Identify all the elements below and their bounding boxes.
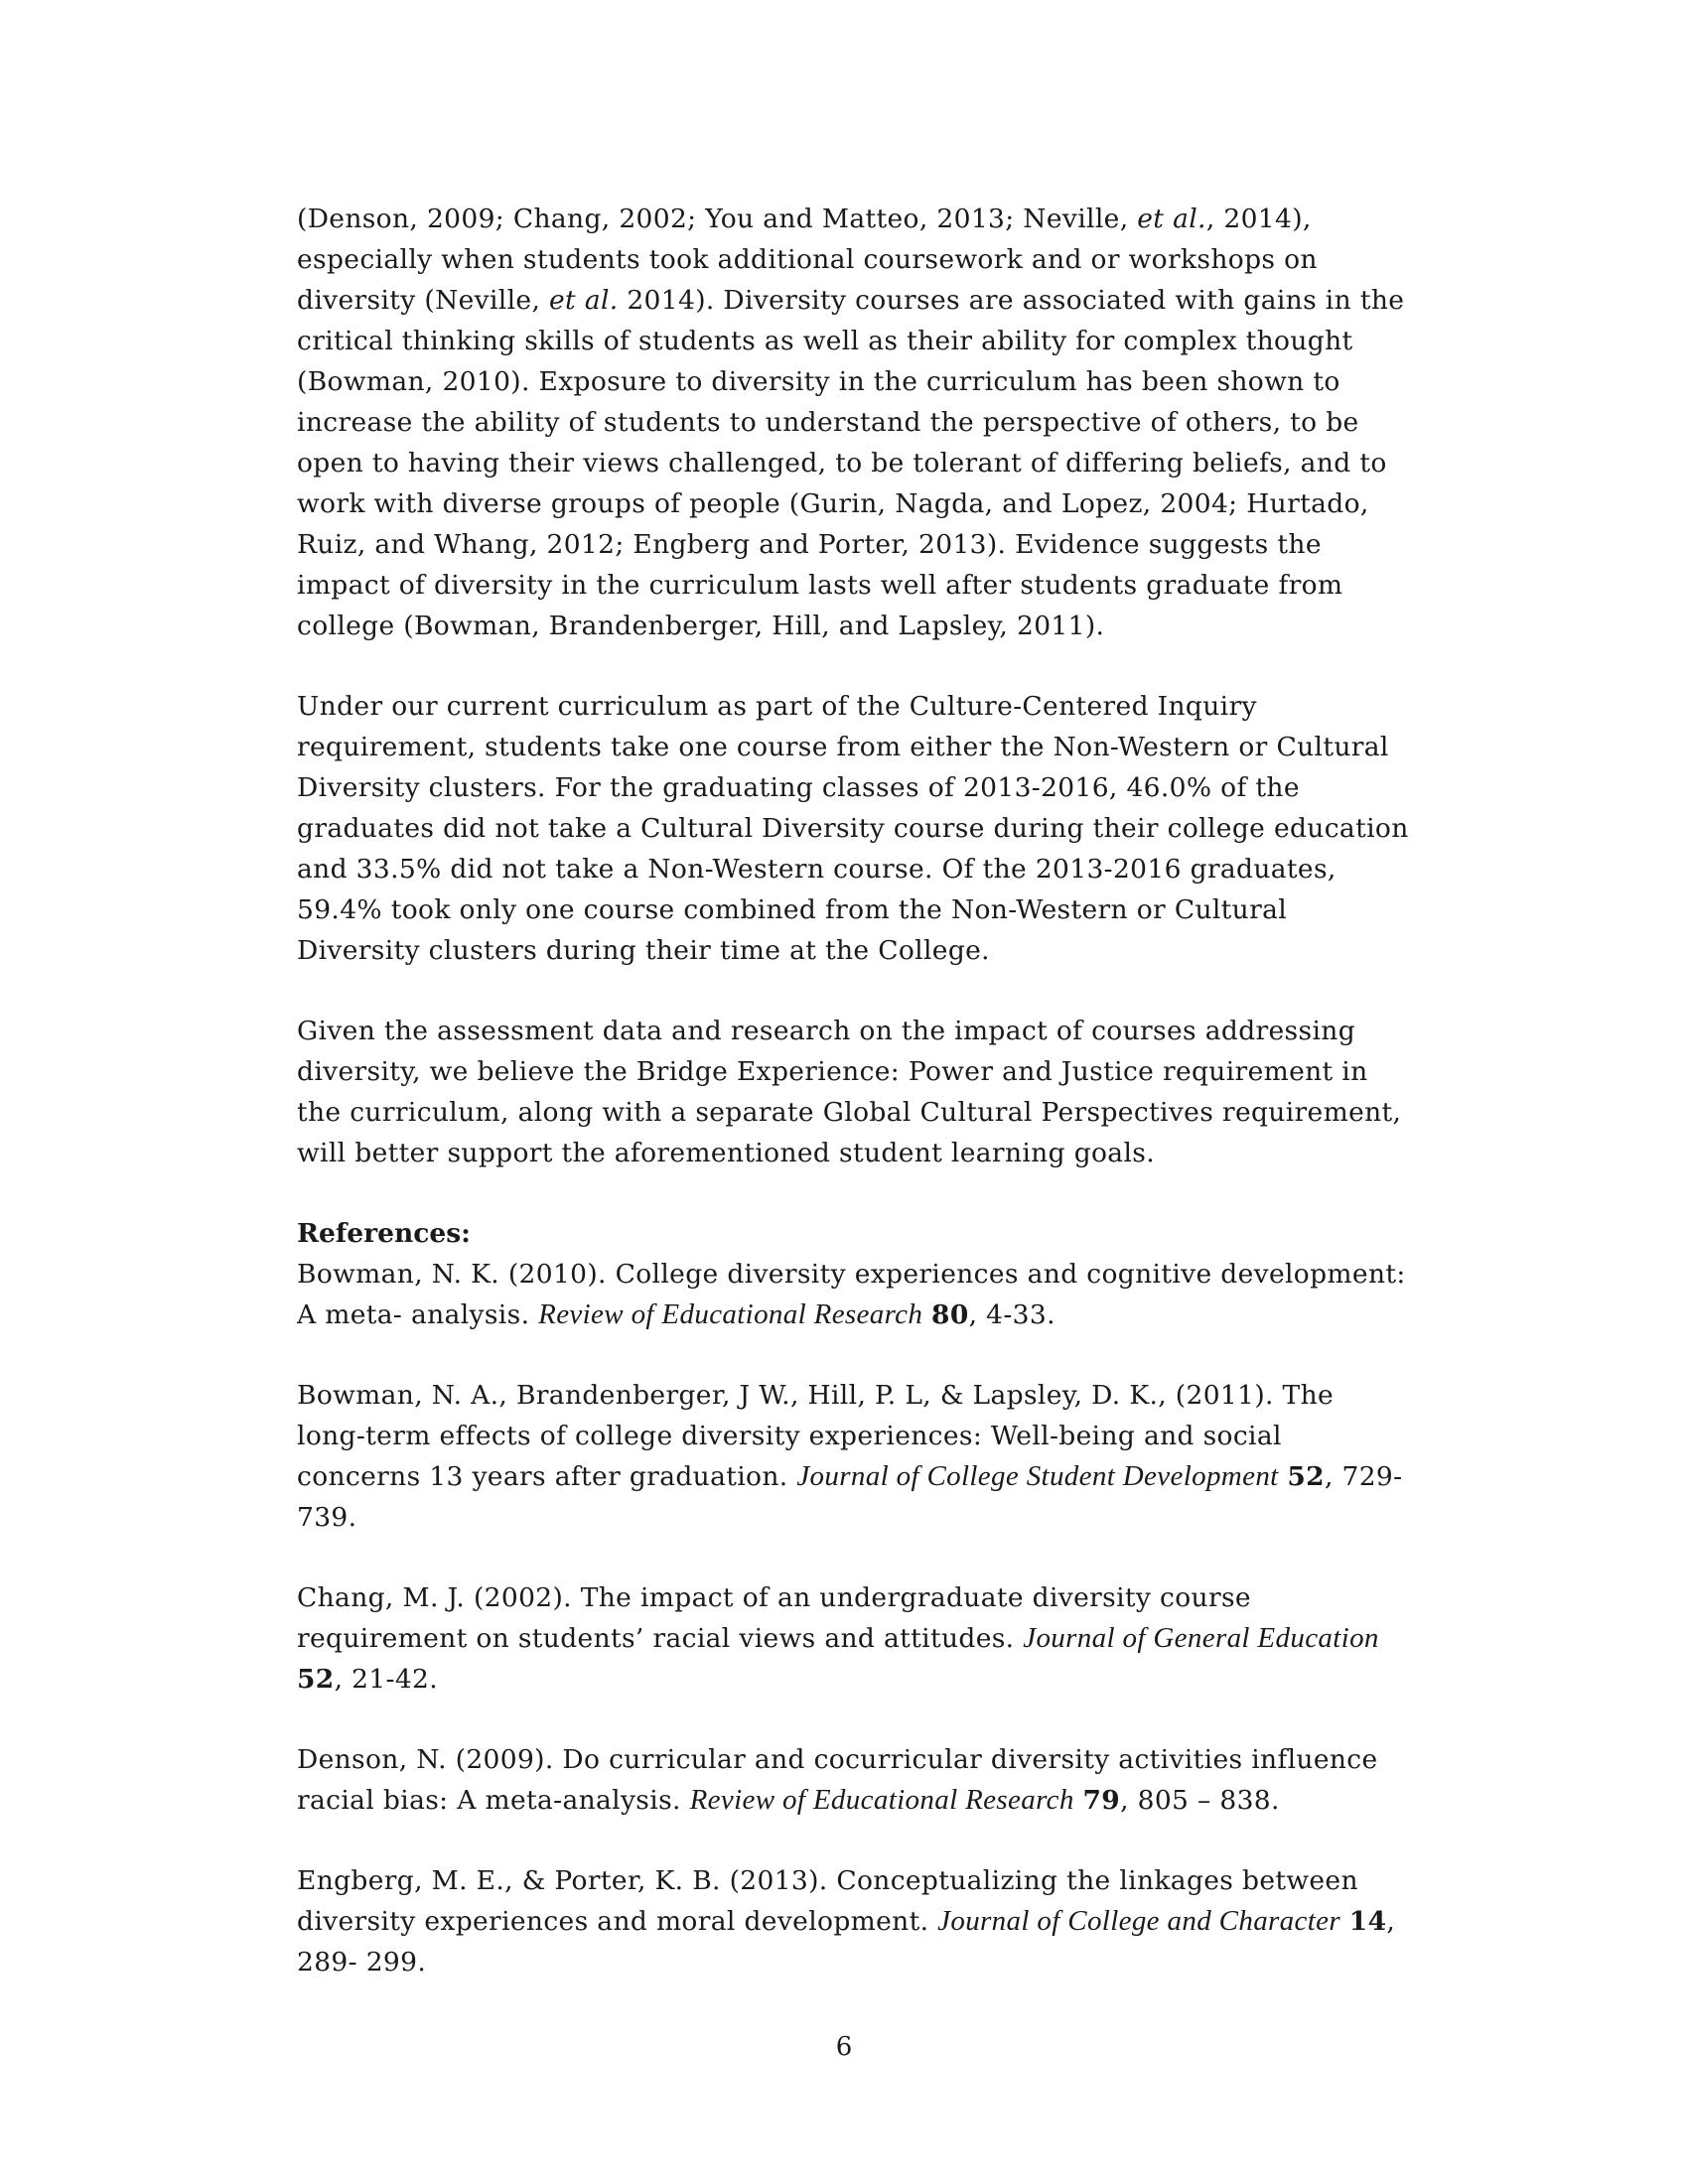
reference-entry [297,1577,1409,1700]
reference-journal: Review of Educational Research [538,1298,923,1330]
reference-citation: Chang, M. J. (2002). The impact of an undergraduate diversity course requirement on students’ racial views and attitudes. [297,1582,1251,1654]
text-run: Under our current curriculum as part of the Culture-Centered Inquiry requirement, students take one course from either the Non-Western or Cultural Diversity clusters. For the graduating classes of 2013-2016, 46.0% of the graduates did not take a Cultural Diversity course during their college education and 33.5% did not take a Non-Western course. Of the 2013-2016 graduates, 59.4% took only one course combined from the Non-Western or Cultural Diversity clusters during their time at the College. [297,691,1409,966]
reference-journal: Journal of General Education [1023,1622,1379,1654]
reference-pages: , 289- 299. [297,1906,1396,1978]
reference-entry [297,1860,1409,1982]
reference-volume: 80 [931,1299,969,1330]
reference-volume: 52 [1287,1461,1325,1492]
reference-volume: 52 [297,1664,335,1695]
reference-journal: Journal of College and Character [937,1905,1341,1937]
text-run: , 2014), especially when students took additional coursework and or workshops on diversity (Neville, [297,204,1318,316]
references-heading: References: [297,1218,471,1249]
reference-entry [297,1739,1409,1821]
reference-journal: Review of Educational Research [689,1784,1074,1816]
reference-citation: Engberg, M. E., & Porter, K. B. (2013). Conceptualizing the linkages between diversity experiences and moral development. [297,1865,1358,1937]
reference-citation: Denson, N. (2009). Do curricular and cocurricular diversity activities influence racial bias: A meta-analysis. [297,1744,1378,1816]
text-run: Given the assessment data and research on the impact of courses addressing diversity, we believe the Bridge Experience: Power and Justice requirement in the curriculum, along with a separate Global Cultural Perspectives requirement, will better support the aforementioned student learning goals. [297,1016,1402,1168]
italic-text-run: et al. [1137,204,1206,234]
page-content [297,199,1409,2022]
reference-citation: Bowman, N. K. (2010). College diversity experiences and cognitive development: A meta- analysis. [297,1259,1406,1330]
reference-entry [297,1375,1409,1538]
paragraph-assessment-conclusion [297,1011,1409,1173]
reference-pages: , 21-42. [334,1664,439,1695]
page-number: 6 [835,2032,853,2062]
reference-pages: , 805 – 838. [1120,1785,1280,1816]
reference-volume: 79 [1082,1785,1121,1816]
text-run: (Denson, 2009; Chang, 2002; You and Matteo, 2013; Neville, [297,204,1138,234]
reference-entry [297,1254,1409,1335]
text-run: 2014). Diversity courses are associated with gains in the critical thinking skills of students as well as their ability for complex thought (Bowman, 2010). Exposure to diversity in the curriculum has been shown to increase the ability of students to understand the perspective of others, to be open to having their views challenged, to be tolerant of differing beliefs, and to work with diverse groups of people (Gurin, Nagda, and Lopez, 2004; Hurtado, Ruiz, and Whang, 2012; Engberg and Porter, 2013). Evidence suggests the impact of diversity in the curriculum lasts well after students graduate from college (Bowman, Brandenberger, Hill, and Lapsley, 2011). [297,285,1405,641]
italic-text-run: et al. [549,285,619,316]
paragraph-current-curriculum [297,686,1409,971]
reference-journal: Journal of College Student Development [796,1460,1279,1492]
reference-pages: , 729-739. [297,1461,1403,1533]
reference-volume: 14 [1348,1906,1387,1937]
reference-pages: , 4-33. [968,1299,1055,1330]
paragraph-diversity-research [297,199,1409,646]
reference-citation: Bowman, N. A., Brandenberger, J W., Hill, P. L, & Lapsley, D. K., (2011). The long-term effects of college diversity experiences: Well-being and social concerns 13 years after graduation. [297,1380,1335,1492]
